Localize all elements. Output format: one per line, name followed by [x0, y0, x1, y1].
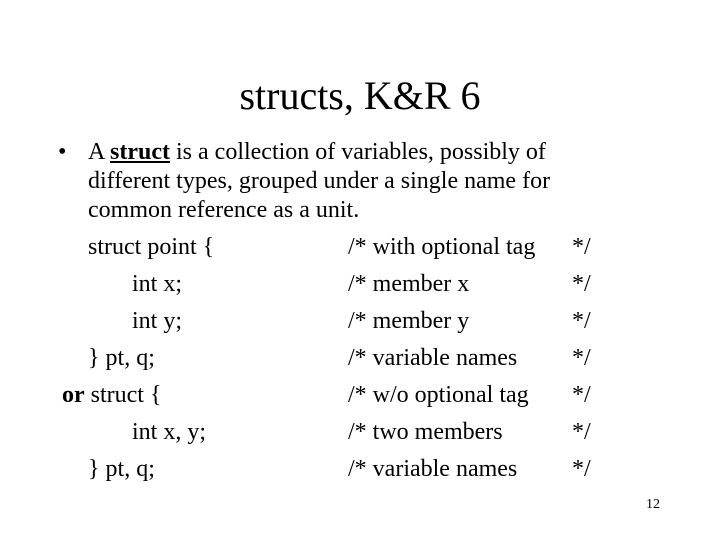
code-row-6-end: */ [572, 419, 591, 445]
bullet-line-2: different types, grouped under a single name for [88, 168, 551, 194]
code-row-5-text: struct { [84, 382, 162, 408]
code-row-5-left [62, 381, 162, 409]
code-row-1-left: struct point { [88, 234, 215, 260]
code-row-2-comment: /* member x [348, 271, 470, 297]
code-row-7-end: */ [572, 456, 591, 482]
code-row-7-comment: /* variable names [348, 456, 518, 482]
bullet-line-1 [88, 138, 546, 166]
or-keyword: or [62, 382, 85, 408]
code-row-6-left: int x, y; [132, 419, 207, 445]
bullet-line-3: common reference as a unit. [88, 197, 360, 223]
code-row-3-end: */ [572, 308, 591, 334]
bullet-dot: • [58, 139, 67, 165]
code-row-2-left: int x; [132, 271, 183, 297]
code-row-2-end: */ [572, 271, 591, 297]
page-number: 12 [646, 497, 660, 512]
code-row-3-left: int y; [132, 308, 183, 334]
code-row-4-left: } pt, q; [88, 345, 155, 371]
code-row-6-comment: /* two members [348, 419, 503, 445]
code-row-1-end: */ [572, 234, 591, 260]
code-row-5-end: */ [572, 382, 591, 408]
code-row-5-comment: /* w/o optional tag [348, 382, 529, 408]
code-row-4-comment: /* variable names [348, 345, 518, 371]
code-row-3-comment: /* member y [348, 308, 470, 334]
code-row-7-left: } pt, q; [88, 456, 155, 482]
bullet-line-1-pre: A [88, 139, 111, 165]
bullet-line-1-post: is a collection of variables, possibly of [170, 139, 546, 165]
code-row-4-end: */ [572, 345, 591, 371]
code-row-1-comment: /* with optional tag [348, 234, 536, 260]
slide-title: structs, K&R 6 [239, 73, 481, 118]
struct-keyword: struct [110, 139, 170, 165]
